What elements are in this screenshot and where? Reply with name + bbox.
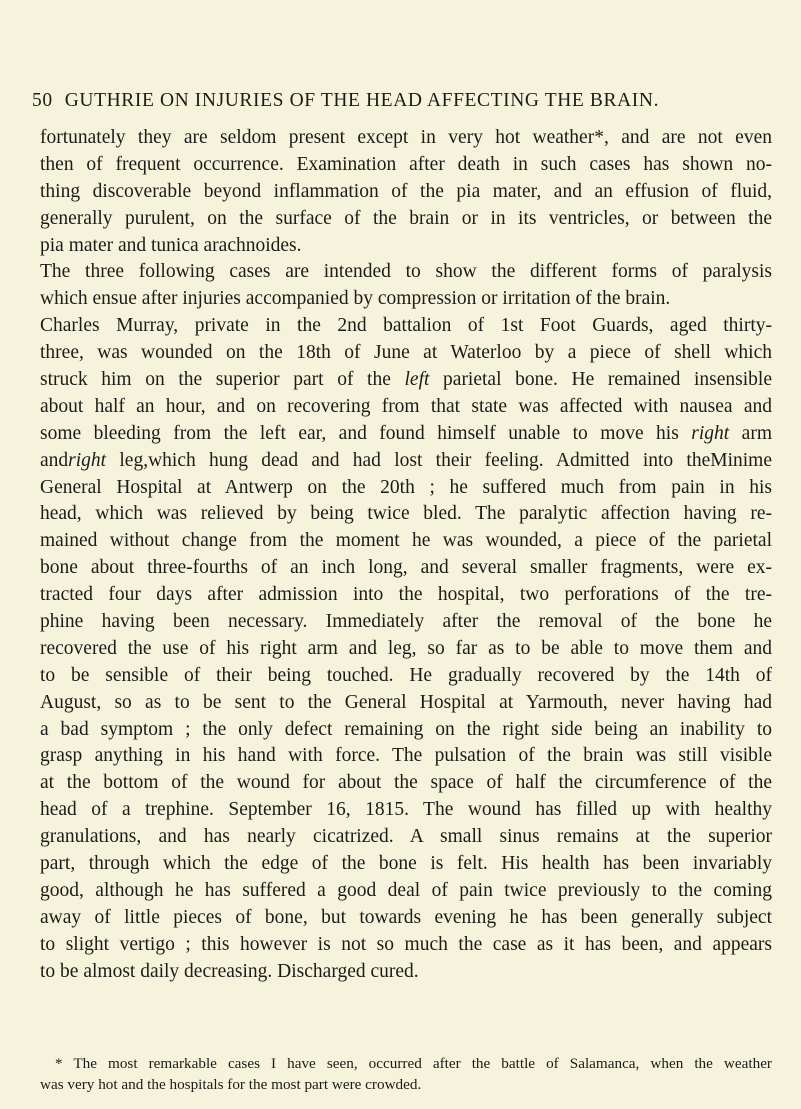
text-line: to slight vertigo ; this however is not so much the case as it has been, and appears — [40, 933, 772, 955]
text-line: to be sensible of their being touched. He gradually recovered by the 14th of — [40, 664, 772, 686]
text-line: tracted four days after admission into the hospital, two perforations of the tre- — [40, 584, 772, 606]
text-line: Charles Murray, private in the 2nd battalion of 1st Foot Guards, aged thirty- — [40, 315, 772, 337]
text-line: granulations, and has nearly cicatrized. A small sinus remains at the superior — [40, 826, 772, 848]
text-line: a bad symptom ; the only defect remaining on the right side being an inability to — [40, 718, 772, 740]
text-line: part, through which the edge of the bone is felt. His health has been invariably — [40, 853, 772, 875]
text-line: andright leg,which hung dead and had lost their feeling. Admitted into theMinime — [40, 449, 772, 471]
text-line: then of frequent occurrence. Examination after death in such cases has shown no- — [40, 153, 772, 175]
text-line: which ensue after injuries accompanied by compression or irritation of the brain. — [40, 288, 671, 310]
text-line: head, which was relieved by being twice bled. The paralytic affection having re- — [40, 503, 772, 525]
text-line: General Hospital at Antwerp on the 20th ; he suffered much from pain in his — [40, 476, 772, 498]
text-line: fortunately they are seldom present except in very hot weather*, and are not even — [40, 127, 772, 148]
text-line: phine having been necessary. Immediately after the removal of the bone he — [40, 611, 772, 633]
text-line: recovered the use of his right arm and leg, so far as to be able to move them and — [40, 637, 772, 659]
text-line: thing discoverable beyond inflammation of the pia mater, and an effusion of fluid, — [40, 180, 772, 202]
text-line: to be almost daily decreasing. Discharged cured. — [40, 960, 419, 982]
text-line: away of little pieces of bone, but towards evening he has been generally subject — [40, 906, 772, 928]
text-line: head of a trephine. September 16, 1815. The wound has filled up with healthy — [40, 799, 772, 821]
footnote — [40, 1054, 772, 1095]
text-line: generally purulent, on the surface of the brain or in its ventricles, or between the — [40, 207, 772, 229]
running-head — [32, 89, 772, 113]
text-line: three, was wounded on the 18th of June at Waterloo by a piece of shell which — [40, 342, 772, 364]
text-line: The three following cases are intended to show the different forms of paralysis — [40, 261, 772, 283]
text-line: bone about three-fourths of an inch long, and several smaller fragments, were ex- — [40, 557, 772, 579]
text-line: pia mater and tunica arachnoides. — [40, 234, 302, 256]
text-line: August, so as to be sent to the General Hospital at Yarmouth, never having had — [40, 691, 772, 713]
text-line: about half an hour, and on recovering from that state was affected with nausea and — [40, 395, 772, 417]
text-line: mained without change from the moment he was wounded, a piece of the parietal — [40, 530, 772, 552]
text-line: some bleeding from the left ear, and found himself unable to move his right arm — [40, 422, 772, 444]
body-text — [40, 125, 772, 986]
footnote-line: * The most remarkable cases I have seen, occurred after the battle of Salamanca, when the weather — [55, 1055, 772, 1072]
text-line: good, although he has suffered a good deal of pain twice previously to the coming — [40, 879, 772, 901]
footnote-line: was very hot and the hospitals for the most part were crowded. — [40, 1075, 422, 1093]
text-line: struck him on the superior part of the left parietal bone. He remained insensible — [40, 369, 772, 391]
page-number: 50 — [32, 90, 53, 111]
text-line: at the bottom of the wound for about the space of half the circumference of the — [40, 772, 772, 794]
text-line: grasp anything in his hand with force. The pulsation of the brain was still visible — [40, 745, 772, 767]
running-head-title: GUTHRIE ON INJURIES OF THE HEAD AFFECTING THE BRAIN. — [64, 90, 660, 111]
